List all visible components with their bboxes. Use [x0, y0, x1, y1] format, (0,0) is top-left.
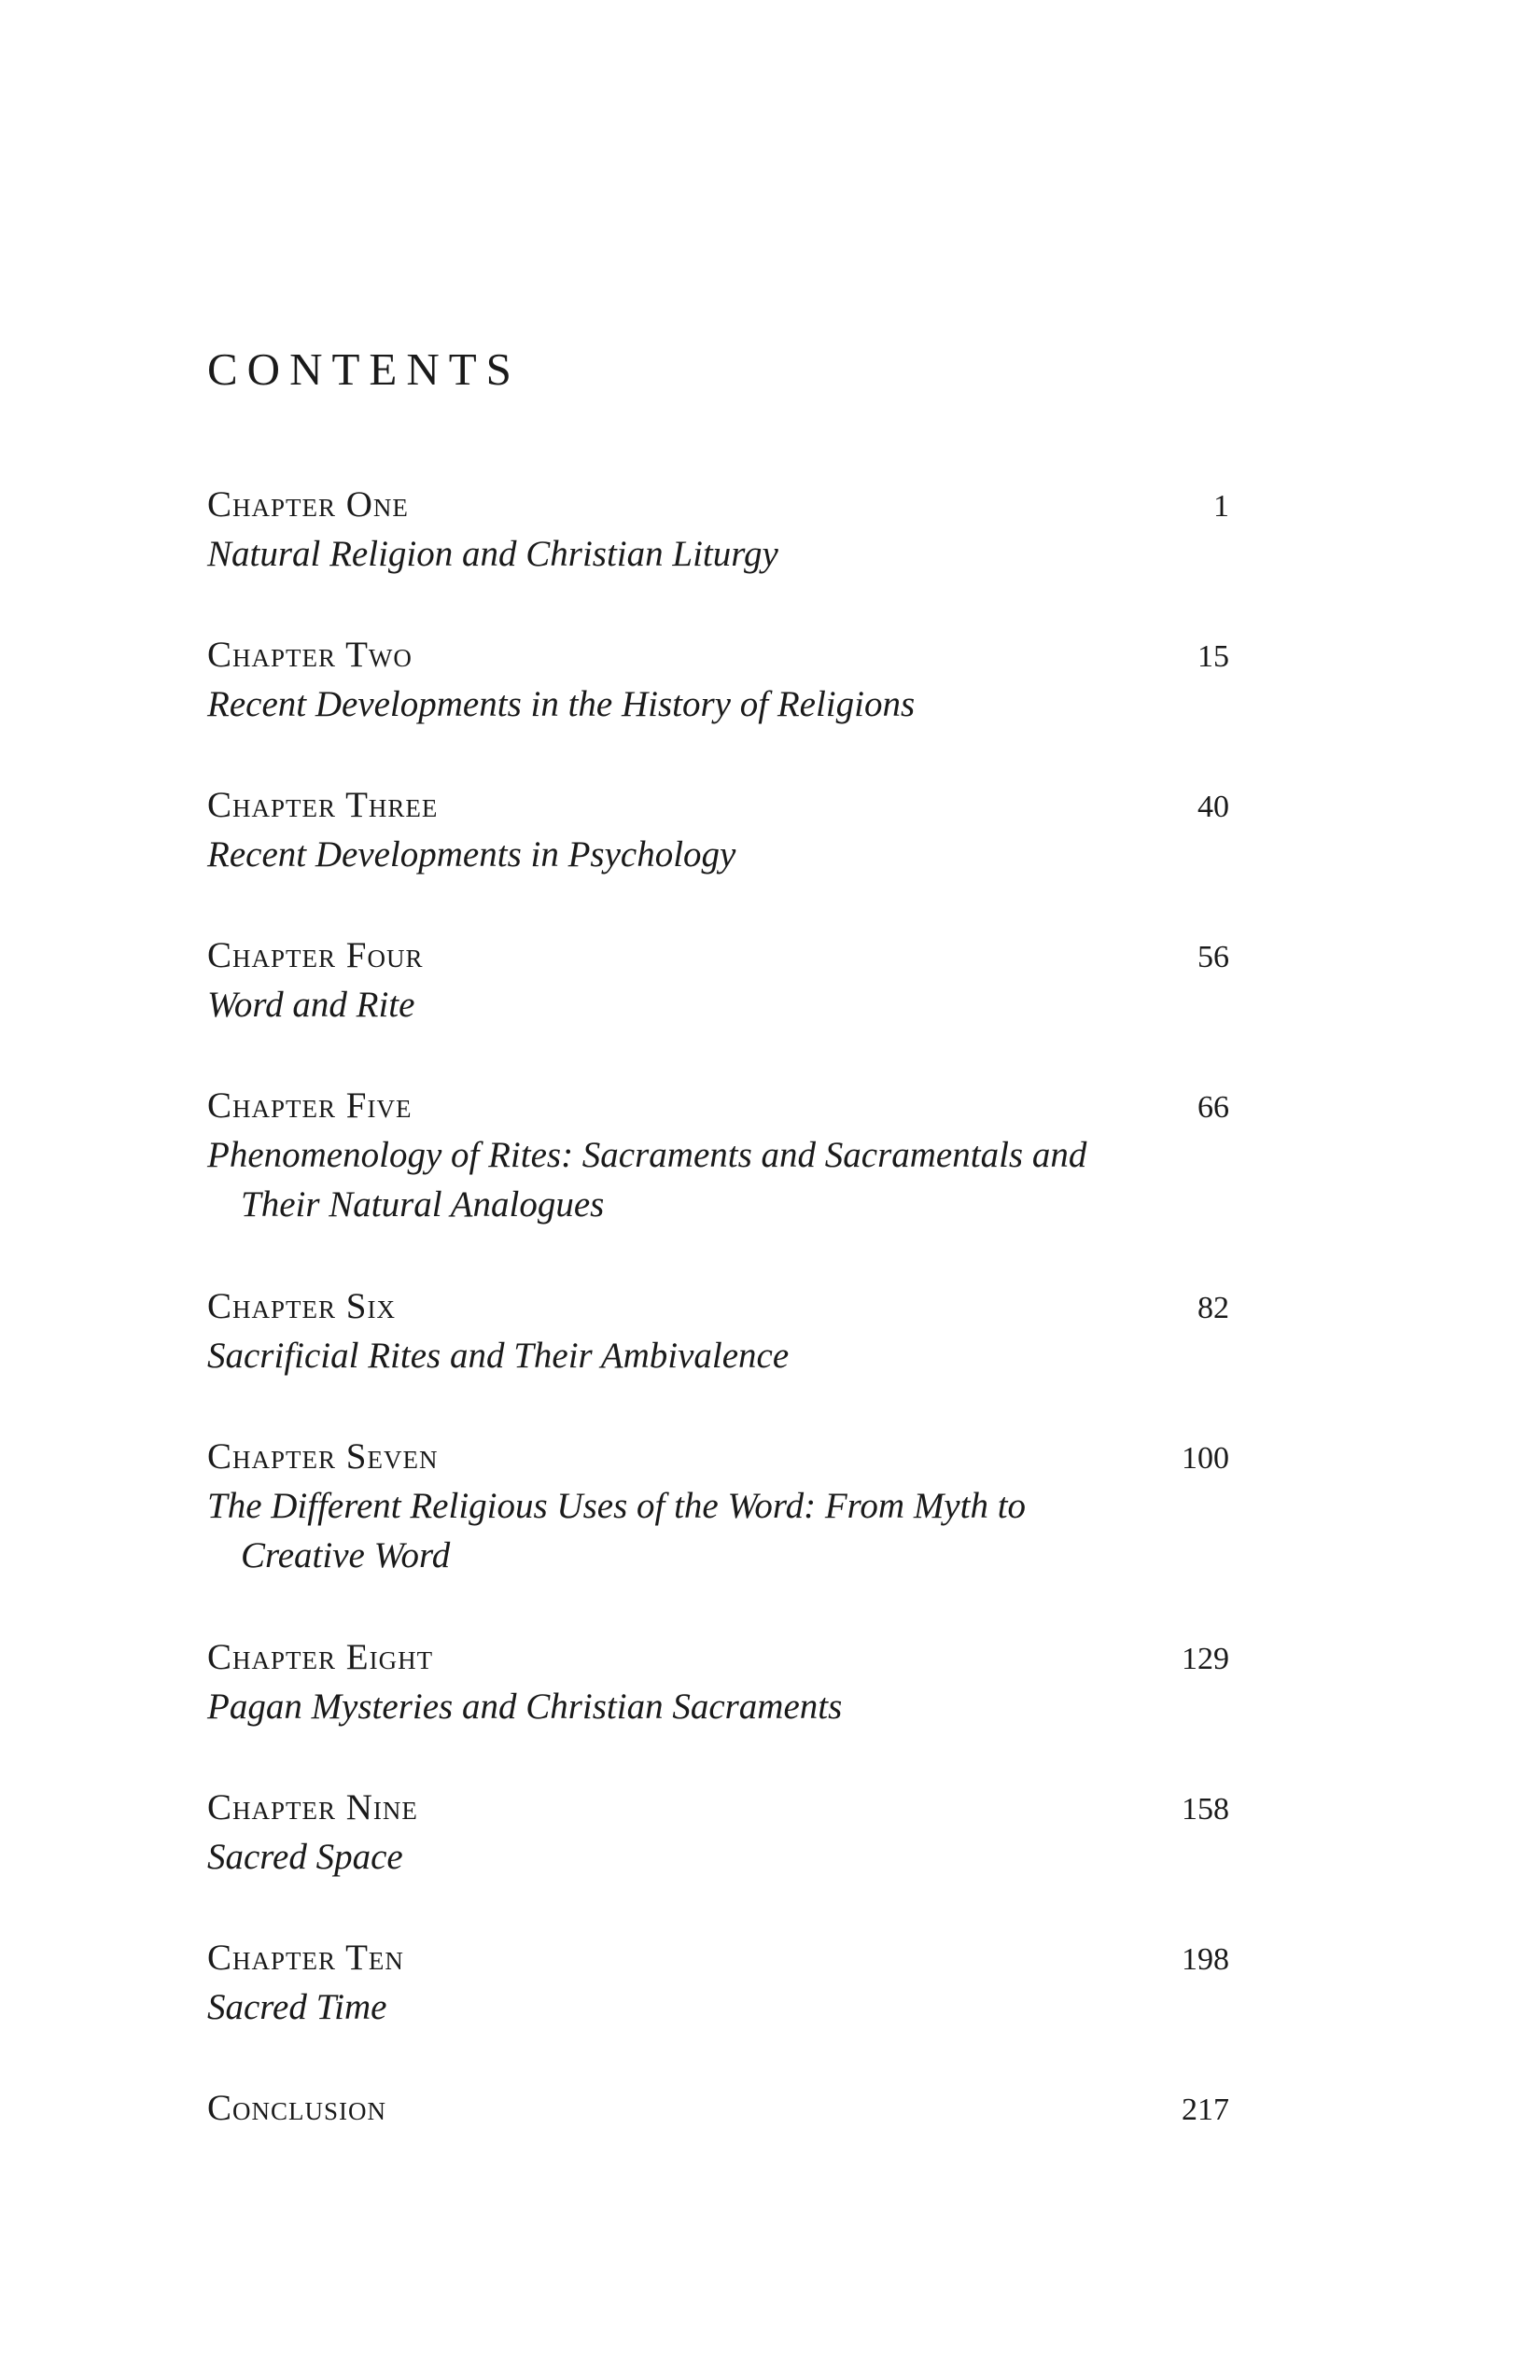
- chapter-subtitle: Natural Religion and Christian Liturgy: [207, 534, 778, 574]
- chapter-subtitle: Sacred Space: [207, 1837, 403, 1877]
- toc-entry-chapter-seven[interactable]: [207, 1433, 1229, 1580]
- page-number: 82: [1197, 1291, 1229, 1325]
- toc-entry-chapter-three[interactable]: [207, 781, 1229, 879]
- chapter-label: Chapter Six: [207, 1286, 396, 1326]
- page-number: 198: [1182, 1942, 1229, 1977]
- chapter-subtitle: Sacrificial Rites and Their Ambivalence: [207, 1336, 790, 1376]
- chapter-label: Chapter Four: [207, 935, 424, 975]
- chapter-subtitle: Recent Developments in Psychology: [207, 834, 736, 875]
- chapter-subtitle: Word and Rite: [207, 985, 415, 1025]
- page-number: 100: [1182, 1441, 1229, 1476]
- page-number: 40: [1197, 790, 1229, 824]
- chapter-label: Chapter Two: [207, 635, 413, 675]
- toc-entry-conclusion[interactable]: [207, 2084, 1229, 2133]
- chapter-subtitle: Phenomenology of Rites: Sacraments and Sacramentals and Their Natural Analogues: [207, 1135, 1087, 1225]
- page-number: 129: [1182, 1642, 1229, 1676]
- page-number: 217: [1182, 2093, 1229, 2127]
- chapter-subtitle: The Different Religious Uses of the Word: From Myth to Creative Word: [207, 1486, 1027, 1575]
- toc-entry-chapter-one[interactable]: [207, 481, 1229, 579]
- chapter-label: Chapter One: [207, 484, 409, 525]
- chapter-subtitle: Recent Developments in the History of Religions: [207, 684, 916, 724]
- page-number: 158: [1182, 1792, 1229, 1827]
- toc-entry-chapter-five[interactable]: [207, 1082, 1229, 1229]
- chapter-label: Chapter Nine: [207, 1787, 418, 1827]
- toc-entry-chapter-nine[interactable]: [207, 1784, 1229, 1882]
- chapter-label: Chapter Three: [207, 785, 439, 825]
- chapter-label: Chapter Eight: [207, 1637, 434, 1677]
- toc-entry-chapter-ten[interactable]: [207, 1934, 1229, 2032]
- toc-entry-chapter-eight[interactable]: [207, 1633, 1229, 1731]
- page-number: 15: [1197, 639, 1229, 674]
- chapter-label: Chapter Five: [207, 1085, 413, 1126]
- page-number: 56: [1197, 940, 1229, 974]
- chapter-label: Chapter Seven: [207, 1436, 439, 1477]
- page-number: 1: [1213, 489, 1229, 524]
- chapter-label: Conclusion: [207, 2088, 387, 2128]
- chapter-subtitle: Pagan Mysteries and Christian Sacraments: [207, 1687, 843, 1727]
- toc-entry-chapter-two[interactable]: [207, 631, 1229, 729]
- page-number: 66: [1197, 1090, 1229, 1125]
- toc-entry-chapter-six[interactable]: [207, 1282, 1229, 1380]
- chapter-label: Chapter Ten: [207, 1938, 404, 1978]
- toc-entry-chapter-four[interactable]: [207, 931, 1229, 1029]
- chapter-subtitle: Sacred Time: [207, 1987, 387, 2027]
- page-title: contents: [207, 328, 521, 399]
